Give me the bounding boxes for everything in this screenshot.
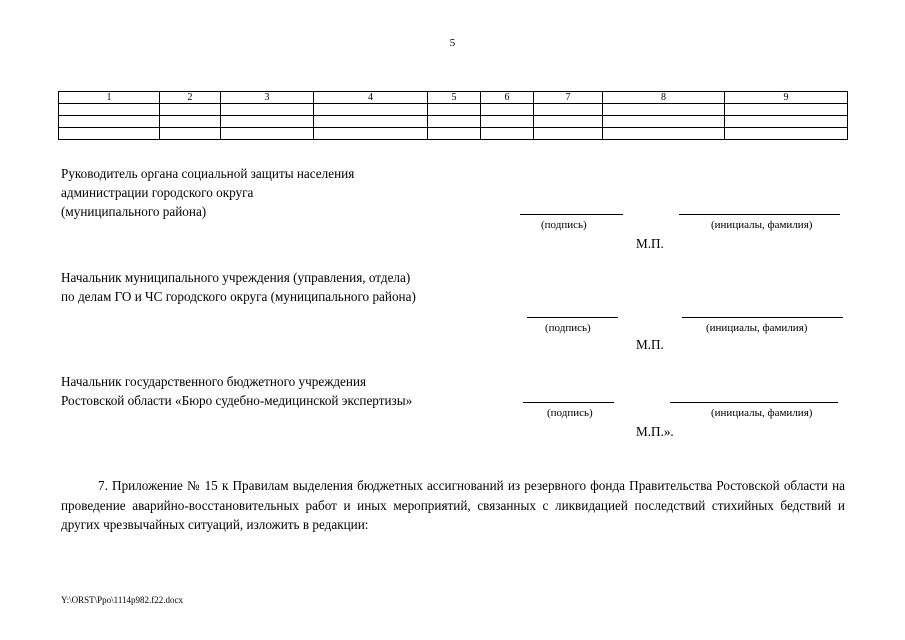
table-cell <box>59 104 160 116</box>
name-line <box>682 317 843 318</box>
table-cell <box>534 104 603 116</box>
body-paragraph <box>61 476 845 535</box>
table-cell <box>428 128 481 140</box>
table-cell <box>603 116 725 128</box>
signature-caption: (подпись) <box>547 407 593 419</box>
signature-block-3-title <box>61 372 412 410</box>
table-cell <box>59 116 160 128</box>
footer-file-path: Y:\ORST\Ppo\1114p982.f22.docx <box>61 595 184 605</box>
stamp-place: М.П. <box>636 236 664 251</box>
paragraph-text: 7. Приложение № 15 к Правилам выделения бюджетных ассигнований из резервного фонда Правительства Ростовской области на проведение аварийно-восстановительных работ и иных мероприятий, связанных с ликвидацией последствий стихийных бедствий и других чрезвычайных ситуаций, изложить в редакции: <box>61 478 845 532</box>
table-cell <box>314 128 428 140</box>
name-line <box>679 214 840 215</box>
table-cell <box>160 104 221 116</box>
page-number: 5 <box>449 37 456 49</box>
table-cell <box>481 128 534 140</box>
name-caption: (инициалы, фамилия) <box>706 322 808 334</box>
table-cell <box>314 116 428 128</box>
table-cell <box>725 116 848 128</box>
table-cell <box>428 116 481 128</box>
name-caption: (инициалы, фамилия) <box>711 407 813 419</box>
signature-line <box>520 214 623 215</box>
signature-block-line: Ростовской области «Бюро судебно-медицинской экспертизы» <box>61 393 413 408</box>
signature-block-line: Начальник государственного бюджетного учреждения <box>61 374 367 389</box>
name-caption: (инициалы, фамилия) <box>711 219 813 231</box>
signature-block-line: Руководитель органа социальной защиты населения <box>61 166 355 181</box>
table-cell <box>481 104 534 116</box>
table-header-cell: 3 <box>221 92 314 104</box>
table-cell <box>314 104 428 116</box>
signature-block-2-title <box>61 268 416 306</box>
table-row <box>59 128 848 140</box>
table-cell <box>725 104 848 116</box>
table-header-cell: 8 <box>603 92 725 104</box>
table-header-cell: 9 <box>725 92 848 104</box>
signature-block-1-title <box>61 164 354 221</box>
table-row <box>59 104 848 116</box>
table-cell <box>603 128 725 140</box>
table-cell <box>221 116 314 128</box>
table-cell <box>603 104 725 116</box>
table-header-cell: 4 <box>314 92 428 104</box>
signature-block-line: Начальник муниципального учреждения (управления, отдела) <box>61 270 411 285</box>
signature-caption: (подпись) <box>541 219 587 231</box>
table-header-cell: 1 <box>59 92 160 104</box>
table-header-cell: 7 <box>534 92 603 104</box>
table-cell <box>160 128 221 140</box>
stamp-place: М.П. <box>636 337 664 352</box>
table-cell <box>428 104 481 116</box>
data-table <box>58 91 848 140</box>
table-cell <box>534 128 603 140</box>
table-cell <box>481 116 534 128</box>
table-cell <box>160 116 221 128</box>
signature-block-line: администрации городского округа <box>61 185 254 200</box>
signature-block-line: по делам ГО и ЧС городского округа (муниципального района) <box>61 289 416 304</box>
name-line <box>670 402 838 403</box>
table-header-cell: 5 <box>428 92 481 104</box>
signature-block-line: (муниципального района) <box>61 204 207 219</box>
table-cell <box>221 104 314 116</box>
table-header-cell: 2 <box>160 92 221 104</box>
signature-caption: (подпись) <box>545 322 591 334</box>
table-cell <box>221 128 314 140</box>
table-cell <box>59 128 160 140</box>
signature-line <box>523 402 614 403</box>
stamp-place: М.П.». <box>636 424 674 439</box>
table-header-row <box>59 92 848 104</box>
table-header-cell: 6 <box>481 92 534 104</box>
table-cell <box>534 116 603 128</box>
table-row <box>59 116 848 128</box>
table-cell <box>725 128 848 140</box>
signature-line <box>527 317 618 318</box>
